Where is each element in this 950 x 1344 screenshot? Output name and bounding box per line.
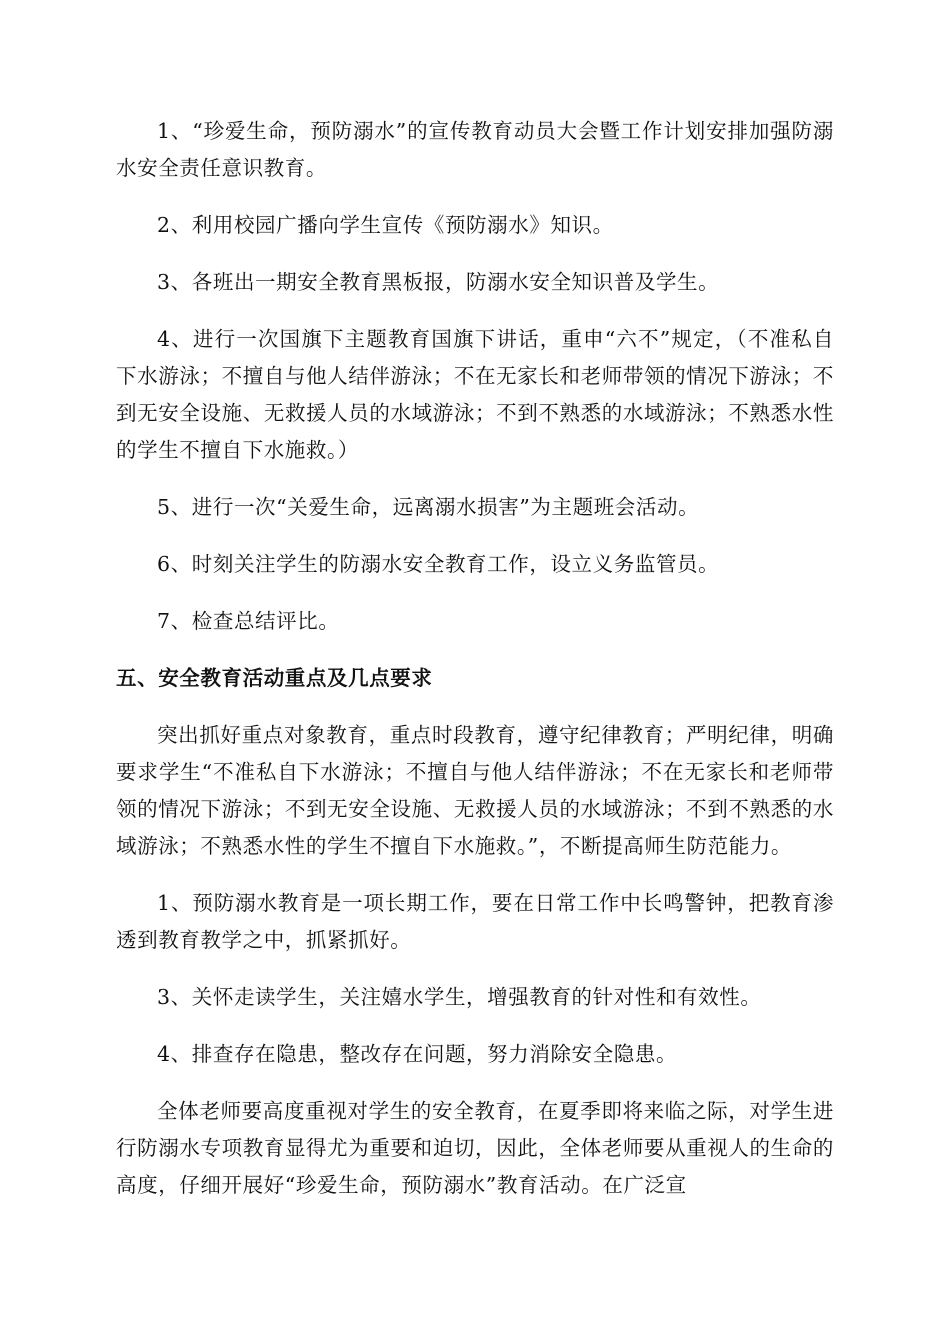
paragraph-item-3: 3、各班出一期安全教育黑板报，防溺水安全知识普及学生。: [157, 270, 720, 294]
paragraph-item-7: 7、检查总结评比。: [157, 609, 340, 633]
paragraph-requirement-1: 1、预防溺水教育是一项长期工作，要在日常工作中长鸣警钟，把教育渗透到教育教学之中，抓紧抓好。: [116, 891, 834, 952]
document-page: [116, 113, 834, 1224]
paragraph-item-5: 5、进行一次“关爱生命，远离溺水损害”为主题班会活动。: [157, 495, 700, 519]
paragraph-requirement-4: 4、排查存在隐患，整改存在问题，努力消除安全隐患。: [157, 1042, 678, 1066]
paragraph-item-2: 2、利用校园广播向学生宣传《预防溺水》知识。: [157, 213, 614, 237]
paragraph-requirement-3: 3、关怀走读学生，关注嬉水学生，增强教育的针对性和有效性。: [157, 985, 762, 1009]
paragraph-closing: 全体老师要高度重视对学生的安全教育，在夏季即将来临之际，对学生进行防溺水专项教育显得尤为重要和迫切，因此，全体老师要从重视人的生命的高度，仔细开展好“珍爱生命，预防溺水”教育活动。在广泛宣: [116, 1099, 834, 1197]
paragraph-item-4: 4、进行一次国旗下主题教育国旗下讲话，重申“六不”规定，（不准私自下水游泳；不擅自与他人结伴游泳；不在无家长和老师带领的情况下游泳；不到无安全设施、无救援人员的水域游泳；不到不熟悉的水域游泳；不熟悉水性的学生不擅自下水施救。）: [116, 327, 834, 462]
paragraph-item-1: 1、“珍爱生命，预防溺水”的宣传教育动员大会暨工作计划安排加强防溺水安全责任意识教育。: [116, 119, 834, 180]
paragraph-item-6: 6、时刻关注学生的防溺水安全教育工作，设立义务监管员。: [157, 552, 720, 576]
paragraph-intro: 突出抓好重点对象教育，重点时段教育，遵守纪律教育；严明纪律，明确要求学生“不准私自下水游泳；不擅自与他人结伴游泳；不在无家长和老师带领的情况下游泳；不到无安全设施、无救援人员的水域游泳；不到不熟悉的水域游泳；不熟悉水性的学生不擅自下水施救。”，不断提高师生防范能力。: [116, 723, 834, 858]
section-heading: 五、安全教育活动重点及几点要求: [116, 666, 433, 690]
